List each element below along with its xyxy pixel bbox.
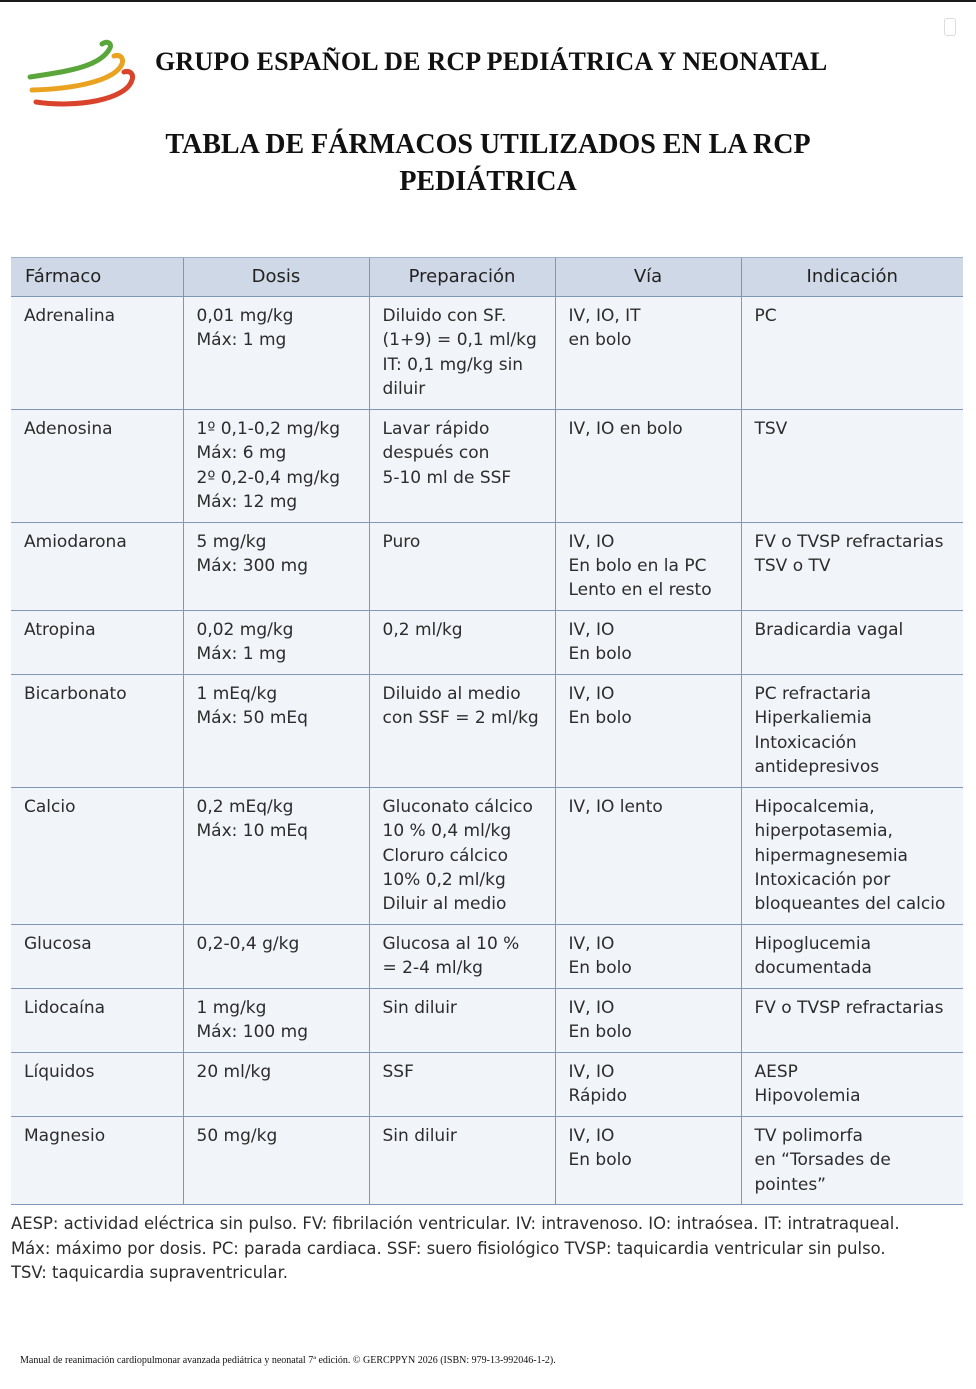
- cell-preparacion-line: Glucosa al 10 %: [382, 933, 520, 954]
- cell-indicacion-line: pointes”: [754, 1174, 826, 1195]
- cell-indicacion: [741, 787, 963, 924]
- cell-preparacion-line: 10 % 0,4 ml/kg: [382, 821, 512, 842]
- cell-farmaco: Atropina: [11, 610, 183, 674]
- cell-via-line: en bolo: [568, 330, 632, 351]
- column-header-preparacion: Preparación: [369, 258, 555, 297]
- organization-title: GRUPO ESPAÑOL DE RCP PEDIÁTRICA Y NEONATAL: [155, 47, 828, 76]
- cell-via-line: IV, IO: [568, 997, 615, 1018]
- table-header-row: [11, 258, 963, 297]
- cell-dosis-line: 20 ml/kg: [196, 1061, 272, 1082]
- cell-preparacion: [369, 522, 555, 610]
- cell-via: [555, 988, 741, 1052]
- cell-dosis: [183, 1116, 369, 1204]
- cell-indicacion: [741, 1116, 963, 1204]
- page-title-line-1: TABLA DE FÁRMACOS UTILIZADOS EN LA RCP: [165, 129, 811, 160]
- cell-via: [555, 410, 741, 523]
- cell-dosis: [183, 522, 369, 610]
- cell-preparacion: [369, 674, 555, 787]
- cell-farmaco: Adrenalina: [11, 297, 183, 410]
- table-row: [11, 522, 963, 610]
- cell-farmaco: Lidocaína: [11, 988, 183, 1052]
- cell-via: [555, 674, 741, 787]
- table-row: [11, 410, 963, 523]
- cell-indicacion-line: FV o TVSP refractarias: [754, 997, 944, 1018]
- table-row: [11, 674, 963, 787]
- cell-indicacion: [741, 924, 963, 988]
- cell-preparacion: [369, 297, 555, 410]
- cell-via-line: En bolo: [568, 958, 632, 979]
- cell-indicacion-line: Bradicardia vagal: [754, 619, 904, 640]
- table-row: [11, 297, 963, 410]
- cell-dosis: [183, 988, 369, 1052]
- cell-indicacion-line: hipermagnesemia: [754, 845, 908, 866]
- column-header-farmaco: Fármaco: [11, 258, 183, 297]
- cell-indicacion-line: TV polimorfa: [754, 1125, 863, 1146]
- legend-line: AESP: actividad eléctrica sin pulso. FV: fibrilación ventricular. IV: intravenoso. IO: intraósea. IT: intratraqueal.: [11, 1214, 900, 1233]
- cell-indicacion-line: bloqueantes del calcio: [754, 894, 946, 915]
- abbreviations-legend: [11, 1212, 971, 1286]
- cell-dosis-line: 0,2-0,4 g/kg: [196, 933, 300, 954]
- table-row: [11, 787, 963, 924]
- cell-preparacion-line: Gluconato cálcico: [382, 796, 533, 817]
- cell-preparacion-line: Diluir al medio: [382, 894, 507, 915]
- cell-preparacion-line: 10% 0,2 ml/kg: [382, 870, 506, 891]
- cell-via-line: IV, IO: [568, 1061, 615, 1082]
- cell-via-line: IV, IO: [568, 1125, 615, 1146]
- cell-preparacion-line: diluir: [382, 379, 426, 400]
- cell-indicacion-line: documentada: [754, 958, 872, 979]
- footer-citation: Manual de reanimación cardiopulmonar avanzada pediátrica y neonatal 7ª edición. © GERCPPYN 2026 (ISBN: 979-13-992046-1-2).: [20, 1355, 556, 1366]
- cell-via: [555, 522, 741, 610]
- cell-indicacion: [741, 674, 963, 787]
- cell-indicacion-line: Intoxicación por: [754, 870, 891, 891]
- page-title-line-2: PEDIÁTRICA: [399, 166, 577, 197]
- cell-farmaco: Calcio: [11, 787, 183, 924]
- cell-dosis: [183, 674, 369, 787]
- cell-dosis-line: 1º 0,1-0,2 mg/kg: [196, 419, 341, 439]
- cell-dosis-line: Máx: 6 mg: [196, 443, 287, 464]
- cell-via-line: IV, IO lento: [568, 796, 663, 817]
- cell-preparacion-line: SSF: [382, 1061, 414, 1082]
- cell-dosis-line: 50 mg/kg: [196, 1125, 278, 1146]
- cell-preparacion-line: 0,2 ml/kg: [382, 619, 463, 640]
- cell-indicacion-line: en “Torsades de: [754, 1150, 891, 1171]
- cell-dosis-line: Máx: 10 mEq: [196, 821, 308, 842]
- cell-preparacion: [369, 610, 555, 674]
- cell-indicacion: [741, 522, 963, 610]
- cell-indicacion: [741, 297, 963, 410]
- cell-farmaco: Magnesio: [11, 1116, 183, 1204]
- column-header-via: Vía: [555, 258, 741, 297]
- cell-indicacion-line: FV o TVSP refractarias: [754, 531, 944, 552]
- cell-preparacion: [369, 1052, 555, 1116]
- cell-dosis: [183, 297, 369, 410]
- cell-indicacion-line: TSV o TV: [754, 556, 831, 577]
- cell-farmaco: Glucosa: [11, 924, 183, 988]
- cell-indicacion-line: PC: [754, 306, 777, 326]
- legend-line: TSV: taquicardia supraventricular.: [11, 1263, 289, 1283]
- cell-preparacion-line: Lavar rápido: [382, 419, 490, 439]
- cell-via: [555, 610, 741, 674]
- cell-dosis-line: 1 mg/kg: [196, 997, 267, 1018]
- cell-indicacion: [741, 1052, 963, 1116]
- cell-dosis: [183, 787, 369, 924]
- cell-preparacion-line: = 2-4 ml/kg: [382, 958, 483, 979]
- cell-via: [555, 787, 741, 924]
- cell-via-line: IV, IO: [568, 683, 615, 704]
- cell-indicacion-line: Hipovolemia: [754, 1086, 861, 1107]
- cell-farmaco: Bicarbonato: [11, 674, 183, 787]
- table-row: [11, 610, 963, 674]
- cell-via: [555, 1052, 741, 1116]
- cell-dosis-line: 2º 0,2-0,4 mg/kg: [196, 467, 341, 488]
- cell-preparacion-line: Sin diluir: [382, 1125, 457, 1146]
- cell-dosis-line: 0,01 mg/kg: [196, 306, 294, 326]
- cell-dosis-line: Máx: 50 mEq: [196, 708, 308, 729]
- cell-farmaco: Amiodarona: [11, 522, 183, 610]
- cell-via-line: IV, IO: [568, 619, 615, 640]
- cell-via-line: En bolo: [568, 708, 632, 729]
- cell-indicacion: [741, 988, 963, 1052]
- cell-indicacion-line: TSV: [754, 419, 788, 439]
- cell-via-line: IV, IO: [568, 531, 615, 552]
- cell-indicacion-line: hiperpotasemia,: [754, 821, 893, 842]
- cell-dosis-line: Máx: 300 mg: [196, 556, 308, 577]
- cell-preparacion-line: con SSF = 2 ml/kg: [382, 708, 539, 729]
- cell-via-line: Rápido: [568, 1086, 628, 1107]
- cell-indicacion: [741, 410, 963, 523]
- table-row: [11, 1116, 963, 1204]
- cell-via-line: IV, IO, IT: [568, 306, 641, 326]
- cell-dosis-line: 5 mg/kg: [196, 531, 267, 552]
- cell-dosis-line: 0,2 mEq/kg: [196, 796, 294, 817]
- cell-dosis: [183, 410, 369, 523]
- page-title: [100, 126, 876, 200]
- cell-preparacion-line: Sin diluir: [382, 997, 457, 1018]
- cell-preparacion-line: Cloruro cálcico: [382, 845, 508, 866]
- cell-preparacion-line: Diluido con SF.: [382, 306, 507, 326]
- cell-dosis-line: Máx: 1 mg: [196, 644, 287, 665]
- cell-preparacion: [369, 787, 555, 924]
- legend-line: Máx: máximo por dosis. PC: parada cardiaca. SSF: suero fisiológico TVSP: taquicardia ventricular sin pulso.: [11, 1238, 886, 1258]
- cell-via-line: IV, IO en bolo: [568, 419, 683, 439]
- table-row: [11, 988, 963, 1052]
- top-border: [0, 0, 976, 2]
- cell-preparacion-line: IT: 0,1 mg/kg sin: [382, 354, 524, 375]
- column-header-indicacion: Indicación: [741, 258, 963, 297]
- cell-preparacion-line: después con: [382, 443, 490, 464]
- cell-via-line: En bolo: [568, 644, 632, 665]
- cell-preparacion-line: (1+9) = 0,1 ml/kg: [382, 330, 537, 351]
- cell-farmaco: Adenosina: [11, 410, 183, 523]
- cell-via: [555, 1116, 741, 1204]
- page-marker-icon: [944, 18, 956, 36]
- cell-dosis: [183, 1052, 369, 1116]
- cell-via-line: Lento en el resto: [568, 580, 712, 601]
- cell-preparacion: [369, 410, 555, 523]
- table-row: [11, 1052, 963, 1116]
- cell-preparacion: [369, 988, 555, 1052]
- cell-dosis: [183, 610, 369, 674]
- cell-indicacion: [741, 610, 963, 674]
- cell-indicacion-line: AESP: [754, 1061, 798, 1082]
- cell-dosis-line: 0,02 mg/kg: [196, 619, 294, 640]
- cell-preparacion-line: Puro: [382, 531, 421, 552]
- cell-preparacion: [369, 1116, 555, 1204]
- cell-dosis-line: 1 mEq/kg: [196, 683, 278, 704]
- cell-indicacion-line: Hiperkaliemia: [754, 708, 872, 729]
- cell-preparacion-line: Diluido al medio: [382, 683, 521, 704]
- drugs-table: [11, 257, 963, 1205]
- cell-indicacion-line: Intoxicación: [754, 732, 857, 753]
- cell-indicacion-line: PC refractaria: [754, 683, 872, 704]
- cell-via-line: En bolo en la PC: [568, 556, 707, 577]
- cell-via: [555, 297, 741, 410]
- table-row: [11, 924, 963, 988]
- cell-via-line: IV, IO: [568, 933, 615, 954]
- cell-via-line: En bolo: [568, 1022, 632, 1043]
- cell-indicacion-line: antidepresivos: [754, 757, 880, 778]
- cell-dosis-line: Máx: 1 mg: [196, 330, 287, 351]
- cell-preparacion: [369, 924, 555, 988]
- gercp-logo-icon: [22, 34, 142, 120]
- cell-dosis-line: Máx: 100 mg: [196, 1022, 308, 1043]
- column-header-dosis: Dosis: [183, 258, 369, 297]
- cell-dosis-line: Máx: 12 mg: [196, 492, 298, 513]
- cell-preparacion-line: 5-10 ml de SSF: [382, 467, 512, 488]
- cell-indicacion-line: Hipoglucemia: [754, 933, 871, 954]
- cell-via: [555, 924, 741, 988]
- cell-indicacion-line: Hipocalcemia,: [754, 796, 875, 817]
- cell-farmaco: Líquidos: [11, 1052, 183, 1116]
- cell-dosis: [183, 924, 369, 988]
- cell-via-line: En bolo: [568, 1150, 632, 1171]
